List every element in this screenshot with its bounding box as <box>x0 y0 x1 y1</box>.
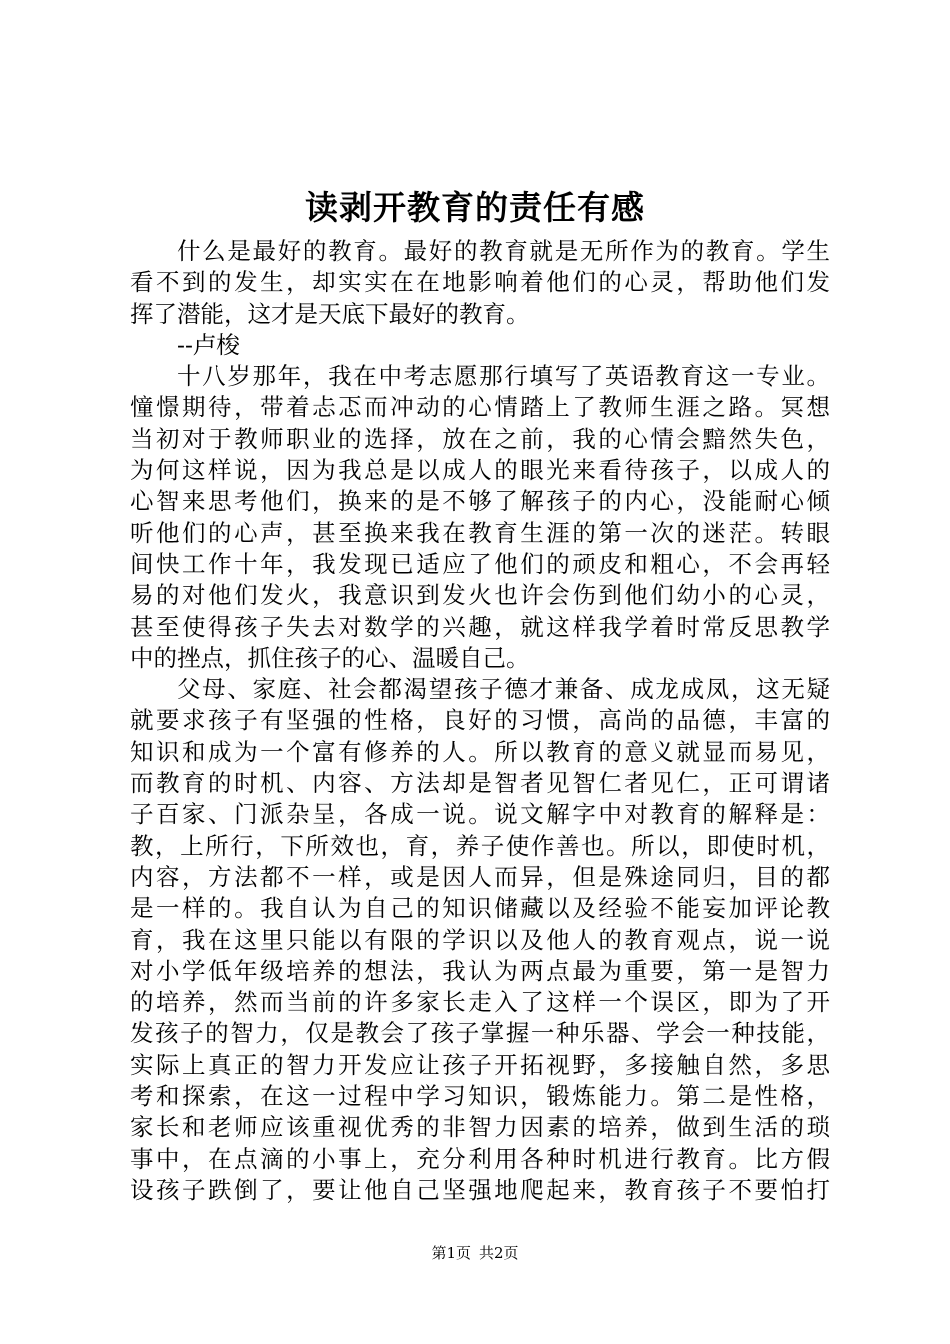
text-line: 育，我在这里只能以有限的学识以及他人的教育观点，说一说 <box>130 925 830 954</box>
document-body <box>130 236 830 1206</box>
text-line: 就要求孩子有坚强的性格，良好的习惯，高尚的品德，丰富的 <box>130 706 830 735</box>
text-line: 心智来思考他们，换来的是不够了解孩子的内心，没能耐心倾 <box>130 487 830 516</box>
text-line: 看不到的发生，却实实在在地影响着他们的心灵，帮助他们发 <box>130 268 830 297</box>
page-footer <box>0 1243 950 1263</box>
text-line: 当初对于教师职业的选择，放在之前，我的心情会黯然失色， <box>130 424 830 453</box>
text-line: 中的挫点，抓住孩子的心、温暖自己。 <box>130 643 530 672</box>
text-line: 的培养，然而当前的许多家长走入了这样一个误区，即为了开 <box>130 988 830 1017</box>
text-line: 间快工作十年，我发现已适应了他们的顽皮和粗心，不会再轻 <box>130 549 830 578</box>
text-line: 什么是最好的教育。最好的教育就是无所作为的教育。学生 <box>177 237 830 265</box>
text-line: 易的对他们发火，我意识到发火也许会伤到他们幼小的心灵， <box>130 581 830 610</box>
quote-attribution: --卢梭 <box>177 330 240 359</box>
page-total: 共2页 <box>479 1244 519 1262</box>
page-number: 第1页 <box>431 1244 471 1262</box>
text-line: 听他们的心声，甚至换来我在教育生涯的第一次的迷茫。转眼 <box>130 518 830 547</box>
text-line: 发孩子的智力，仅是教会了孩子掌握一种乐器、学会一种技能， <box>130 1019 830 1048</box>
text-line: 实际上真正的智力开发应让孩子开拓视野，多接触自然，多思 <box>130 1050 830 1079</box>
text-line: 内容，方法都不一样，或是因人而异，但是殊途同归，目的都 <box>130 862 830 891</box>
document-title: 读剥开教育的责任有感 <box>305 188 645 227</box>
text-line: 家长和老师应该重视优秀的非智力因素的培养，做到生活的琐 <box>130 1113 830 1142</box>
text-line: 子百家、门派杂呈，各成一说。说文解字中对教育的解释是： <box>130 800 830 829</box>
text-line: 父母、家庭、社会都渴望孩子德才兼备、成龙成凤，这无疑 <box>177 675 830 704</box>
text-line: 设孩子跌倒了，要让他自己坚强地爬起来，教育孩子不要怕打 <box>130 1175 830 1204</box>
text-line: 知识和成为一个富有修养的人。所以教育的意义就显而易见， <box>130 737 830 766</box>
text-line: 十八岁那年，我在中考志愿那行填写了英语教育这一专业。 <box>177 362 830 391</box>
text-line: 事中，在点滴的小事上，充分利用各种时机进行教育。比方假 <box>130 1144 830 1173</box>
text-line: 教，上所行，下所效也，育，养子使作善也。所以，即使时机， <box>130 831 830 860</box>
text-line: 而教育的时机、内容、方法却是智者见智仁者见仁，正可谓诸 <box>130 769 830 798</box>
text-line: 是一样的。我自认为自己的知识储藏以及经验不能妄加评论教 <box>130 894 830 923</box>
text-line: 甚至使得孩子失去对数学的兴趣，就这样我学着时常反思教学 <box>130 612 830 641</box>
text-line: 对小学低年级培养的想法，我认为两点最为重要，第一是智力 <box>130 956 830 985</box>
text-line: 为何这样说，因为我总是以成人的眼光来看待孩子，以成人的 <box>130 456 830 485</box>
text-line: 考和探索，在这一过程中学习知识，锻炼能力。第二是性格， <box>130 1082 830 1111</box>
text-line: 挥了潜能，这才是天底下最好的教育。 <box>130 299 530 328</box>
text-line: 憧憬期待，带着忐忑而冲动的心情踏上了教师生涯之路。冥想 <box>130 393 830 422</box>
